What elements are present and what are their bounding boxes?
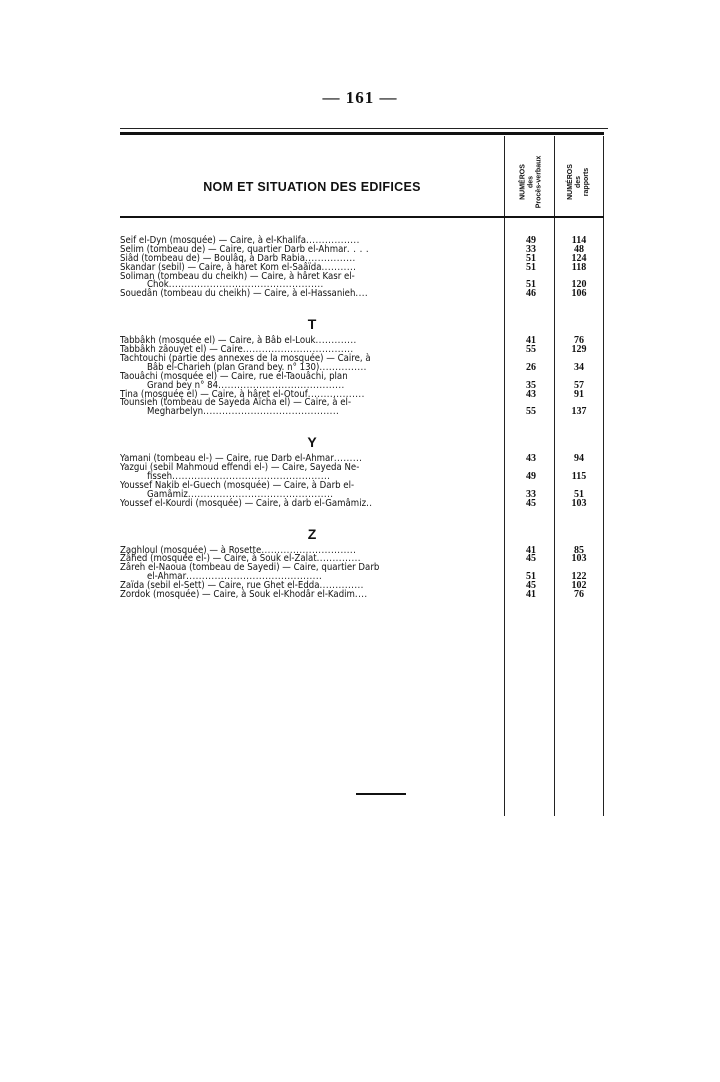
building-name: [147, 406, 450, 417]
column-header-name: NOM ET SITUATION DES EDIFICES: [203, 180, 421, 194]
rapport-number: 85: [574, 544, 584, 556]
rapport-number: 106: [571, 288, 587, 300]
header-line: NUMÉROS: [519, 164, 526, 200]
building-text: Seif el-Dyn (mosquée) — Caire, à el-Khalifa: [120, 235, 306, 246]
proces-verbal-number: 43: [526, 388, 536, 400]
proces-verbal-number: 49: [526, 471, 536, 483]
rapport-number: 102: [571, 580, 587, 592]
proces-verbal-number: 46: [526, 288, 536, 300]
rapport-number: 103: [571, 497, 587, 509]
rapport-number: 57: [574, 379, 584, 391]
rapport-number: 91: [574, 388, 584, 400]
proces-verbal-number: 55: [526, 344, 536, 356]
rapport-number: 48: [574, 243, 584, 255]
section-letter: Z: [307, 525, 317, 542]
leader-dots: ...........................................: [203, 406, 340, 418]
building-text: Zaïda (sebil el-Sett) — Caire, rue Ghet el-Edda: [120, 580, 320, 592]
table-row: [120, 289, 604, 298]
proces-verbal-number: 26: [526, 361, 536, 373]
rapport-number: 76: [574, 589, 584, 601]
leader-dots: .................................................: [168, 279, 324, 291]
header-line: rapports: [583, 167, 590, 197]
building-text: Souedân (tombeau du cheikh) — Caire, à el-Hassanieh: [120, 288, 356, 300]
table-row: [120, 590, 604, 599]
column-header-proces-verbaux: [509, 142, 553, 222]
building-text: Grand bey n° 84: [147, 379, 219, 391]
top-rule: [120, 128, 608, 129]
leader-dots: .............: [315, 335, 357, 347]
rapport-number: 122: [571, 571, 587, 583]
leader-dots: ..................: [307, 388, 365, 400]
section-gap: [120, 298, 604, 312]
leader-dots: ...........: [321, 261, 357, 273]
proces-verbal-number: 45: [526, 497, 536, 509]
proces-verbal-number: 33: [526, 243, 536, 255]
rapport-number: 34: [574, 361, 584, 373]
building-text: Tabbâkh (mosquée el) — Caire, à Bâb el-Louk: [120, 335, 316, 347]
building-text: fisseh: [147, 471, 173, 483]
building-text: Zâhed (mosquée el-) — Caire, à Souk el-Zalat: [120, 553, 317, 565]
building-text: Taouâchi (mosquée el) — Caire, rue el-Taouâchi, plan: [120, 370, 348, 382]
rapport-number: 51: [574, 488, 584, 500]
section-letter: Y: [307, 434, 317, 451]
proces-verbal-number: 51: [526, 571, 536, 583]
top-rule-thick: [120, 132, 604, 135]
proces-verbal-number: 41: [526, 544, 536, 556]
building-text: Zaghloul (mosquée) — à Rosette: [120, 544, 262, 556]
proces-verbal-number: 55: [526, 406, 536, 418]
building-text: Tounsieh (tombeau de Sayeda Aïcha el) — Caire, à el-: [120, 397, 352, 409]
section-letter: T: [307, 316, 317, 333]
building-text: Tina (mosquée el) — Caire, à hâret el-Otouf: [120, 388, 308, 400]
building-text: Zordok (mosquée) — Caire, à Souk el-Khodâr el-Kadim: [120, 589, 355, 601]
leader-dots: ................: [305, 252, 356, 264]
leader-dots: ..: [366, 497, 373, 509]
leader-dots: ..............................: [261, 544, 357, 556]
rapport-number: 137: [571, 406, 587, 418]
table-row: [120, 407, 604, 416]
proces-verbal-number: 45: [526, 580, 536, 592]
leader-dots: ...................................: [242, 344, 354, 356]
rapport-number: 115: [571, 471, 587, 483]
leader-dots: . . . .: [346, 243, 370, 255]
building-text: Skandar (sebil) — Caire, à haret Kom el-Saâïda: [120, 261, 322, 273]
building-text: Gamâmiz: [147, 488, 188, 500]
building-text: Soliman (tombeau du cheikh) — Caire, à hâret Kasr el-: [120, 270, 355, 282]
proces-verbal-number: 51: [526, 261, 536, 273]
proces-verbal-number: 51: [526, 279, 536, 291]
header-rule: [120, 216, 604, 218]
leader-dots: ..............: [319, 580, 364, 592]
rapport-number: 103: [571, 553, 587, 565]
building-text: Chok: [147, 279, 169, 291]
proces-verbal-number: 35: [526, 379, 536, 391]
leader-dots: ..................................................: [172, 471, 331, 483]
leader-dots: ........................................: [218, 379, 345, 391]
building-text: Megharbelyn: [147, 406, 204, 418]
table-row: [120, 499, 604, 508]
rapport-number: 114: [571, 235, 587, 246]
building-text: Siâd (tombeau de) — Boulâq, à Darb Rabia: [120, 252, 306, 264]
building-text: Tabbâkh zâouyet el) — Caire: [120, 344, 243, 356]
end-rule: [356, 793, 406, 795]
header-line: des: [527, 175, 534, 189]
building-text: Bâb el-Charieh (plan Grand bey. n° 130): [147, 361, 320, 373]
header-line: Procès-verbaux: [535, 155, 542, 209]
leader-dots: ..............................................: [187, 488, 334, 500]
column-header-rapports: [557, 142, 601, 222]
building-text: Youssef Nakib el-Guech (mosquée) — Caire, à Darb el-: [120, 479, 355, 491]
section-gap: [120, 508, 604, 522]
leader-dots: ..............: [316, 553, 361, 565]
rapport-number: 124: [571, 252, 587, 264]
leader-dots: .................: [305, 235, 360, 246]
proces-verbal-number: 41: [526, 589, 536, 601]
rapport-number: 120: [571, 279, 587, 291]
building-text: Zâreh el-Naoua (tombeau de Sayedi) — Caire, quartier Darb: [120, 562, 380, 574]
proces-verbal-number: 49: [526, 235, 536, 246]
rapport-number: 129: [571, 344, 587, 356]
building-text: Selim (tombeau de) — Caire, quartier Darb el-Ahmar: [120, 243, 347, 255]
proces-verbal-number: 41: [526, 335, 536, 347]
page-number: — 161 —: [322, 88, 398, 107]
leader-dots: .........: [333, 453, 363, 465]
proces-verbal-number: 51: [526, 252, 536, 264]
building-text: Yamani (tombeau el-) — Caire, rue Darb el-Ahmar: [120, 453, 334, 465]
proces-verbal-number: 43: [526, 453, 536, 465]
rapport-number: 118: [571, 261, 587, 273]
rapport-number: 94: [574, 453, 584, 465]
rapport-number: 76: [574, 335, 584, 347]
building-text: el-Ahmar: [147, 571, 187, 583]
header-line: NUMÉROS: [567, 164, 574, 200]
section-gap: [120, 416, 604, 430]
leader-dots: ...........................................: [186, 571, 323, 583]
building-name: [120, 288, 449, 299]
leader-dots: ....: [354, 589, 368, 601]
table-body: [120, 236, 604, 599]
building-text: Tachtouchi (partie des annexes de la mosquée) — Caire, à: [120, 353, 371, 365]
leader-dots: ...............: [319, 361, 367, 373]
proces-verbal-number: 33: [526, 488, 536, 500]
building-name: [120, 498, 449, 509]
building-text: Yazgui (sebil Mahmoud effendi el-) — Caire, Sayeda Ne-: [120, 462, 360, 474]
leader-dots: ....: [355, 288, 369, 300]
building-name: [120, 589, 449, 600]
building-text: Youssef el-Kourdi (mosquée) — Caire, à darb el-Gamâmiz: [120, 497, 367, 509]
proces-verbal-number: 45: [526, 553, 536, 565]
header-line: des: [575, 175, 582, 189]
